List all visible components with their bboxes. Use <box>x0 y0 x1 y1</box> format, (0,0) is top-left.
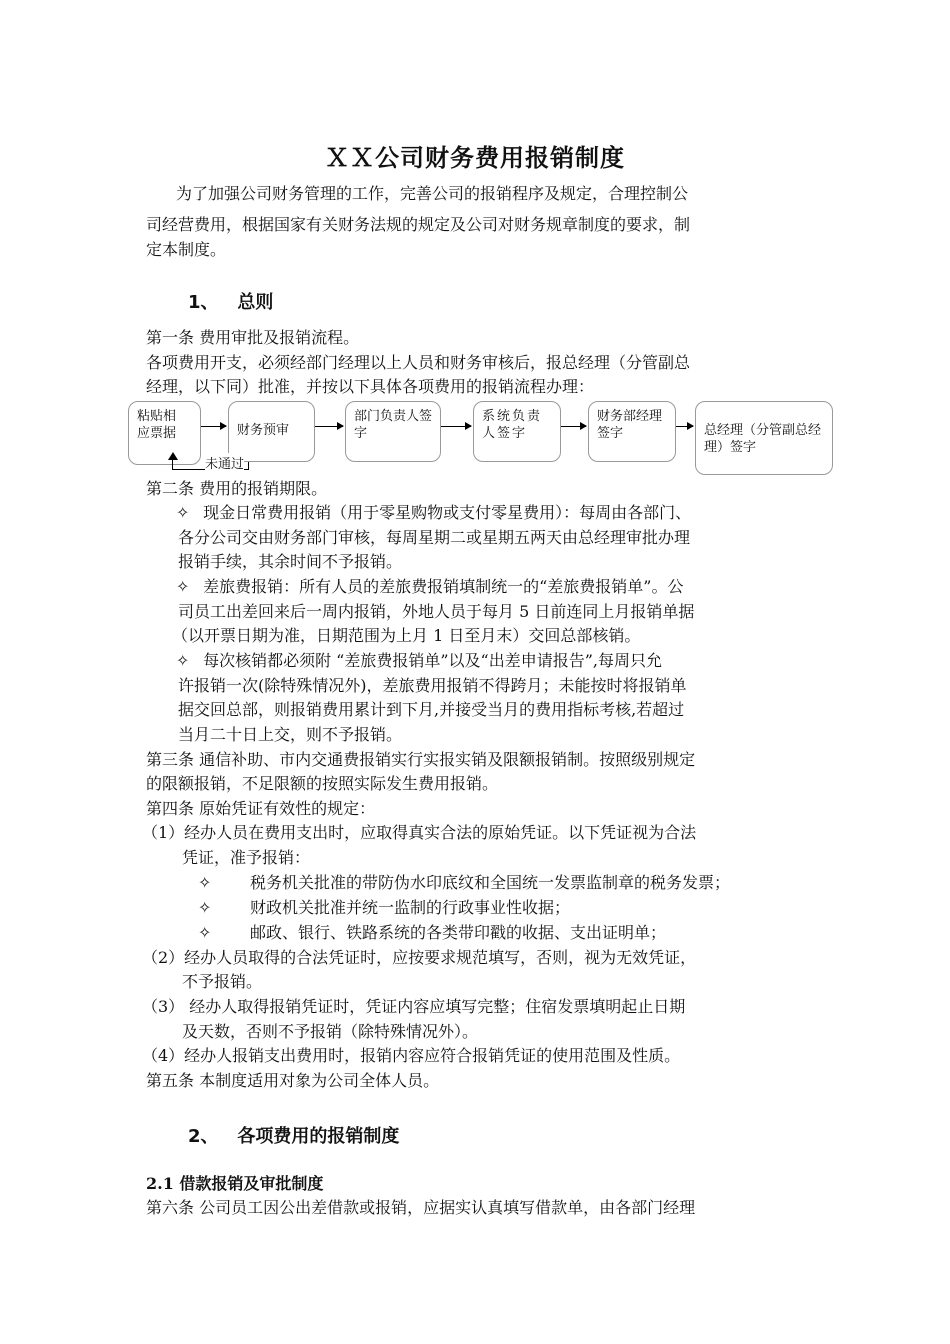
article-3-line-1: 第三条 通信补助、市内交通费报销实行实报实销及限额报销制。按照级别规定 <box>146 750 696 769</box>
article-2-bullet-1-line-2: 各分公司交由财务部门审核，每周星期二或星期五两天由总经理审批办理 <box>178 528 691 547</box>
article-2-bullet-2: ✧ 差旅费报销：所有人员的差旅费报销填制统一的“差旅费报销单”。公 <box>176 575 683 599</box>
section-2-number: 2、 <box>188 1126 219 1147</box>
flow-box-system-head-sign: 系统负责人签字 <box>473 401 561 462</box>
article-4-sub-bullet-1: ✧ 税务机关批准的带防伪水印底纹和全国统一发票监制章的税务发票； <box>198 871 730 895</box>
article-1-title: 第一条 费用审批及报销流程。 <box>146 328 360 347</box>
flow-box-attach-receipts: 粘贴相应票据 <box>128 401 201 465</box>
diamond-bullet-icon: ✧ <box>198 898 212 917</box>
flow-box-general-manager-sign: 总经理（分管副总经理）签字 <box>695 401 833 475</box>
article-4-item-2-line-2: 不予报销。 <box>182 972 263 991</box>
article-4-item-3-line-2: 及天数，否则不予报销（除特殊情况外）。 <box>182 1022 479 1041</box>
reject-arrowhead <box>168 452 178 460</box>
section-1-heading <box>188 288 273 314</box>
article-3-line-2: 的限额报销，不足限额的按照实际发生费用报销。 <box>146 774 499 793</box>
reject-label: 未通过 <box>205 453 244 472</box>
article-4-title: 第四条 原始凭证有效性的规定： <box>146 799 376 818</box>
section-1-title: 总则 <box>237 292 274 313</box>
article-2-bullet-3: ✧ 每次核销都必须附 “差旅费报销单”以及“出差申请报告”,每周只允 <box>176 649 662 673</box>
article-2-bullet-2-line-3: （以开票日期为准，日期范围为上月 1 日至月末）交回总部核销。 <box>172 626 641 645</box>
diamond-bullet-icon: ✧ <box>176 503 190 522</box>
intro-line-2: 司经营费用，根据国家有关财务法规的规定及公司对财务规章制度的要求，制 <box>146 215 691 234</box>
flow-box-finance-precheck: 财务预审 <box>228 401 315 462</box>
diamond-bullet-icon: ✧ <box>198 923 212 942</box>
article-2-bullet-1-line-3: 报销手续，其余时间不予报销。 <box>178 552 403 571</box>
article-4-sub-bullet-2: ✧ 财政机关批准并统一监制的行政事业性收据； <box>198 896 570 920</box>
flow-box-finance-manager-sign: 财务部经理签字 <box>588 401 676 462</box>
article-4-item-1-line-1: （1）经办人员在费用支出时，应取得真实合法的原始凭证。以下凭证视为合法 <box>142 823 697 842</box>
article-1-body-2: 经理，以下同）批准，并按以下具体各项费用的报销流程办理： <box>146 377 595 396</box>
section-1-number: 1、 <box>188 292 219 313</box>
article-2-bullet-3-line-3: 据交回总部，则报销费用累计到下月,并接受当月的费用指标考核,若超过 <box>178 700 685 719</box>
subsection-2-1-title: 2.1 借款报销及审批制度 <box>146 1174 324 1193</box>
article-4-sub-bullet-3: ✧ 邮政、银行、铁路系统的各类带印戳的收据、支出证明单； <box>198 921 666 945</box>
article-2-bullet-1: ✧ 现金日常费用报销（用于零星购物或支付零星费用）：每周由各部门、 <box>176 501 691 525</box>
flow-arrow-3 <box>441 426 471 427</box>
article-4-item-2-line-1: （2）经办人员取得的合法凭证时，应按要求规范填写，否则，视为无效凭证， <box>142 948 697 967</box>
section-2-title: 各项费用的报销制度 <box>237 1126 400 1147</box>
section-2-heading <box>188 1122 399 1148</box>
article-2-title: 第二条 费用的报销期限。 <box>146 479 328 498</box>
article-4-item-4: （4）经办人报销支出费用时，报销内容应符合报销凭证的使用范围及性质。 <box>142 1046 681 1065</box>
article-4-item-3-line-1: （3） 经办人取得报销凭证时，凭证内容应填写完整；住宿发票填明起止日期 <box>142 997 686 1016</box>
article-2-bullet-3-line-4: 当月二十日上交，则不予报销。 <box>178 725 403 744</box>
flow-box-dept-head-sign: 部门负责人签字 <box>345 401 441 462</box>
intro-line-1: 为了加强公司财务管理的工作，完善公司的报销程序及规定，合理控制公 <box>176 184 689 203</box>
article-6: 第六条 公司员工因公出差借款或报销，应据实认真填写借款单，由各部门经理 <box>146 1198 696 1217</box>
diamond-bullet-icon: ✧ <box>198 873 212 892</box>
article-4-item-1-line-2: 凭证，准予报销： <box>182 848 311 867</box>
page-title: ＸＸ公司财务费用报销制度 <box>325 144 625 172</box>
article-2-bullet-2-line-2: 司员工出差回来后一周内报销，外地人员于每月 5 日前连同上月报销单据 <box>178 602 695 621</box>
flow-arrow-2 <box>315 426 343 427</box>
flow-arrow-4 <box>561 426 586 427</box>
article-2-bullet-3-line-2: 许报销一次(除特殊情况外)，差旅费用报销不得跨月；未能按时将报销单 <box>178 676 687 695</box>
intro-line-3: 定本制度。 <box>146 240 227 259</box>
flow-arrow-1 <box>201 426 226 427</box>
article-1-body-1: 各项费用开支，必须经部门经理以上人员和财务审核后，报总经理（分管副总 <box>146 353 691 372</box>
flow-arrow-5 <box>676 426 693 427</box>
diamond-bullet-icon: ✧ <box>176 577 190 596</box>
diamond-bullet-icon: ✧ <box>176 651 190 670</box>
article-5: 第五条 本制度适用对象为公司全体人员。 <box>146 1071 440 1090</box>
